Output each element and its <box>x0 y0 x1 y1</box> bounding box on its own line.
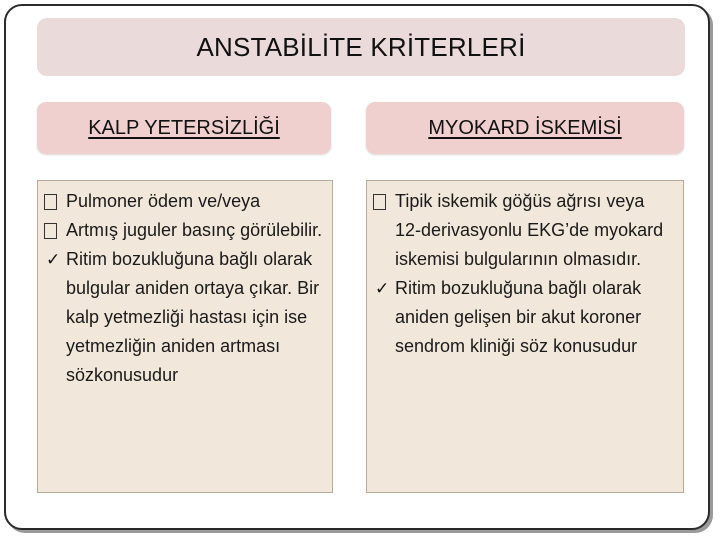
slide-title: ANSTABİLİTE KRİTERLERİ <box>196 31 526 62</box>
list-item <box>373 274 675 361</box>
list-item-text: Ritim bozukluğuna bağlı olarak aniden gelişen bir akut koroner sendrom kliniği söz konusudur <box>395 278 642 356</box>
checkmark-icon: ✓ <box>375 279 390 298</box>
box-icon <box>44 216 66 245</box>
list-item-text: Ritim bozukluğuna bağlı olarak bulgular aniden ortaya çıkar. Bir kalp yetmezliği hastası için ise yetmezliğin aniden artması sözkonusudur <box>66 249 320 385</box>
list-item <box>373 187 675 274</box>
list-item-text: Pulmoner ödem ve/veya <box>66 191 261 211</box>
column-heading-label: MYOKARD İSKEMİSİ <box>428 116 622 139</box>
list-item-text: Artmış juguler basınç görülebilir. <box>66 220 323 240</box>
list-item <box>44 245 324 390</box>
column-heading-label: KALP YETERSİZLİĞİ <box>88 116 280 139</box>
checkmark-icon: ✓ <box>46 250 61 269</box>
column-body-heart-failure <box>37 180 333 493</box>
list-item-text: Tipik iskemik göğüs ağrısı veya 12-derivasyonlu EKG’de myokard iskemisi bulgularının olmasıdır. <box>395 191 664 269</box>
box-icon <box>44 187 66 216</box>
list-item <box>44 216 324 245</box>
column-heading-myocardial-ischemia <box>366 102 684 154</box>
box-icon <box>373 187 395 216</box>
title-banner <box>37 18 685 76</box>
column-heading-heart-failure <box>37 102 331 154</box>
column-body-myocardial-ischemia <box>366 180 684 493</box>
list-item <box>44 187 324 216</box>
